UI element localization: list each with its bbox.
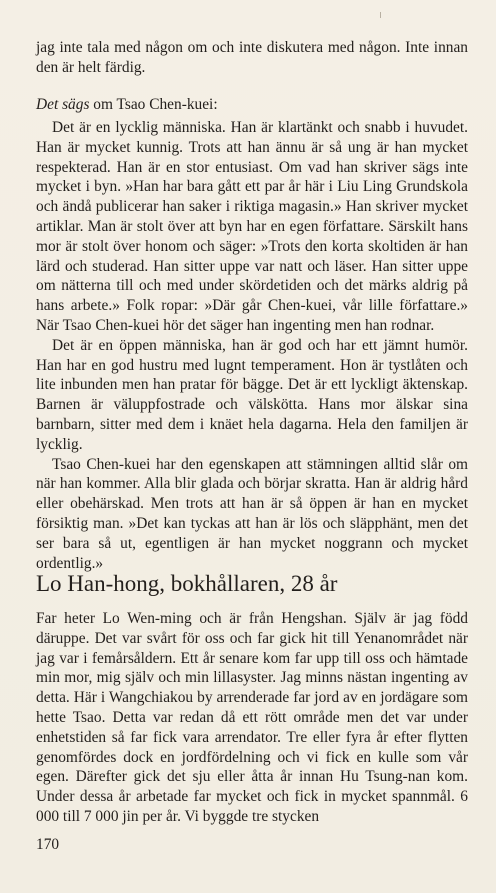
paragraph: Far heter Lo Wen-ming och är från Hengshan. Själv är jag född däruppe. Det var svårt för oss och far gick hit till Yenanområdet när jag var i femårsåldern. Ett år senare kom far upp till oss och hämtade min mor, mig själv och min lillasyster. Jag minns nästan ingenting av detta. Här i Wangchiakou by arrenderade far jord av en jordägare som hette Tsao. Detta var redan då ett rött område men det var under enhetstiden så far fick vara arrendator. Tre eller fyra år efter flytten genomfördes dock en jordfördelning och vi fick en kulle som vår egen. Därefter gick det sju eller åtta år innan Hu Tsung-nan kom. Under dessa år arbetade far mycket och fick in mycket spannmål. 6 000 till 7 000 jin per år. Vi byggde tre stycken — [36, 610, 468, 825]
tsao-description — [36, 118, 468, 573]
paragraph: Det är en öppen människa, han är god och har ett jämnt humör. Han har en god hustru med lugnt temperament. Hon är tystlåten och lite inbunden men han pratar för bägge. Det är ett lyckligt äktenskap. Barnen är väluppfostrade och välskötta. Hans mor älskar sina barnbarn, sitter med dem i knäet hela dagarna. Hela den familjen är lycklig. — [36, 336, 468, 453]
section-heading: Lo Han-hong, bokhållaren, 28 år — [36, 571, 338, 596]
said-line — [36, 95, 468, 115]
continuation-paragraph — [36, 38, 468, 78]
print-fleck — [380, 12, 381, 18]
said-line-italic: Det sägs — [36, 96, 90, 113]
continuation-text: jag inte tala med någon om och inte diskutera med någon. Inte innan den är helt färdig. — [36, 39, 468, 76]
paragraph: Det är en lycklig människa. Han är klartänkt och snabb i huvudet. Han är mycket kunnig. Trots att han ännu är så ung är han mycket respekterad. Han är en stor entusiast. Om vad han skriver sägs inte mycket i byn. »Han har bara gått ett par år här i Liu Ling Grundskola och ändå publicerar han saker i riktiga magasin.» Han skriver mycket artiklar. Man är stolt över att byn har en egen författare. Särskilt hans mor är stolt över honom och säger: »Trots den korta skoltiden är han lärd och studerad. Han sitter uppe var natt och läser. Han sitter uppe om nätterna till och med under skördetiden och det märks aldrig på hans arbete.» Folk ropar: »Där går Chen-kuei, vår lille författare.» När Tsao Chen-kuei hör det säger han ingenting men han rodnar. — [36, 119, 468, 334]
lo-han-hong-text — [36, 609, 468, 827]
page-number: 170 — [36, 836, 60, 853]
said-line-rest: om Tsao Chen-kuei: — [89, 96, 218, 113]
paragraph: Tsao Chen-kuei har den egenskapen att stämningen alltid slår om när han kommer. Alla blir glada och börjar skratta. Han är aldrig hård eller obehärskad. Men trots att han är så öppen är han en mycket försiktig man. »Det kan tyckas att han är lös och släpphänt, men det ser bara så ut, egentligen är han mycket noggrann och mycket ordentlig.» — [36, 455, 468, 572]
